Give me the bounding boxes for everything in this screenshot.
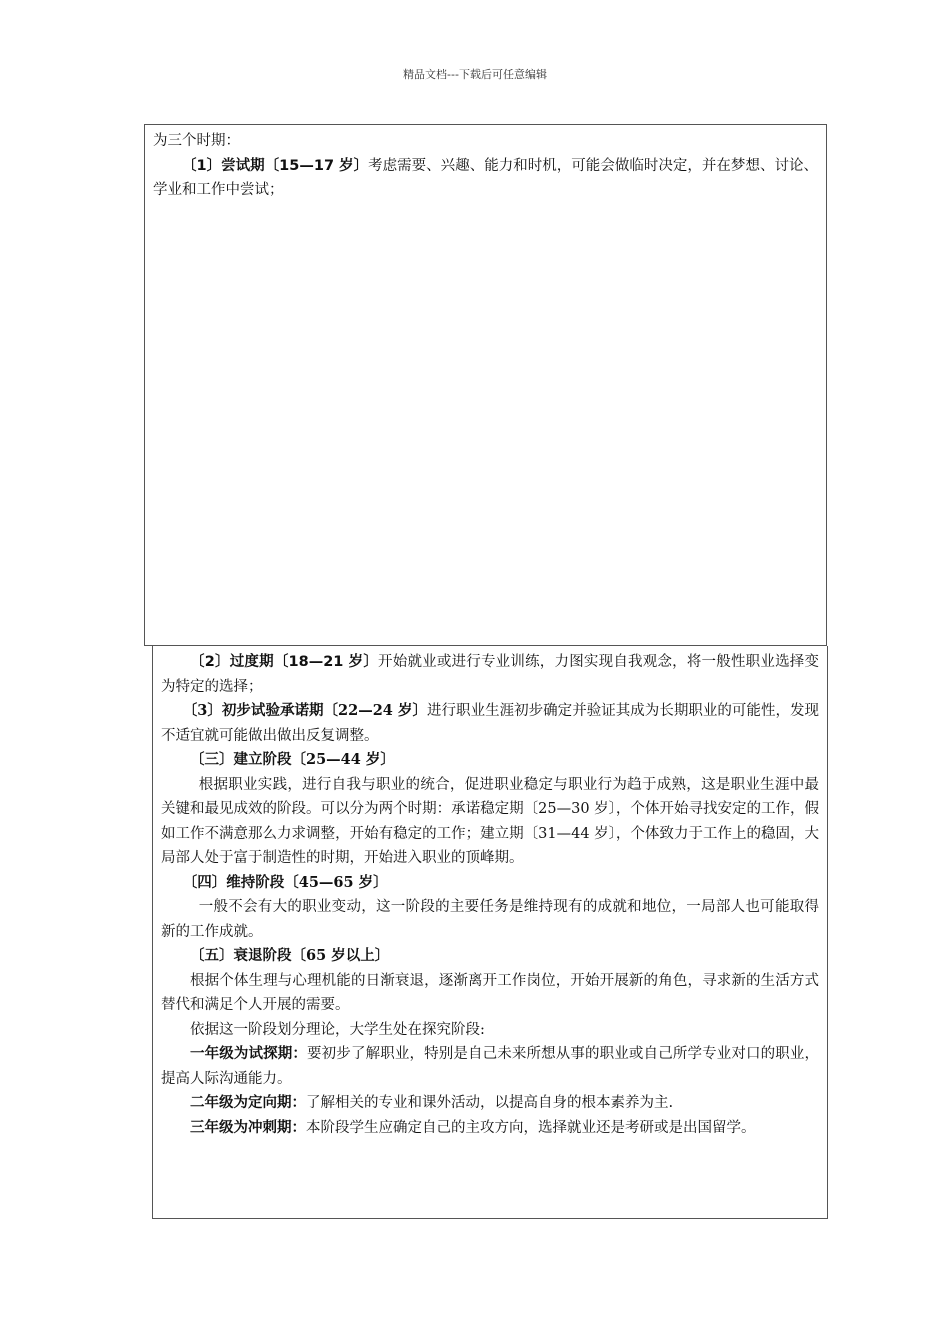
commitment-period-text: 进行职业生涯初步确定并验证其成为长期职业的可能性，发现不适宜就可能做出做出反复调整。 — [161, 703, 820, 744]
paragraph-transition-period — [161, 650, 819, 699]
paragraph-third-year — [161, 1116, 819, 1141]
paragraph-college-stage: 依据这一阶段划分理论，大学生处在探究阶段: — [190, 1021, 485, 1038]
heading-establishment-stage: 〔三〕建立阶段〔25—44 岁〕 — [190, 751, 395, 768]
paragraph-maintenance-stage: 一般不会有大的职业变动，这一阶段的主要任务是维持现有的成就和地位，一局部人也可能取得新的工作成就。 — [161, 899, 819, 940]
second-year-heading: 二年级为定向期： — [190, 1094, 306, 1111]
intro-line: 为三个时期： — [153, 133, 240, 149]
third-year-heading: 三年级为冲刺期： — [190, 1118, 306, 1136]
second-year-text: 了解相关的专业和课外活动，以提高自身的根本素养为主. — [306, 1095, 674, 1111]
paragraph-establishment-stage: 根据职业实践，进行自我与职业的统合，促进职业稳定与职业行为趋于成熟，这是职业生涯中最关键和最见成效的阶段。可以分为两个时期：承诺稳定期〔25—30 岁〕，个体开始寻找安定的工作，假如工作不满意那么力求调整，开始有稳定的工作；建立期〔31—44 岁〕，个体致力于工作上的稳固，大局部人处于富于制造性的时期，开始进入职业的顶峰期。 — [161, 776, 819, 866]
heading-maintenance-stage: 〔四〕维持阶段〔45—65 岁〕 — [182, 873, 388, 891]
page-header: 精品文档---下载后可任意编辑 — [403, 68, 547, 81]
first-year-heading: 一年级为试探期： — [190, 1045, 308, 1062]
content-box-bottom — [152, 646, 828, 1219]
trial-period-text: 考虑需要、兴趣、能力和时机，可能会做临时决定，并在梦想、讨论、学业和工作中尝试； — [153, 157, 818, 198]
paragraph-trial-period — [153, 154, 818, 203]
trial-period-heading: 〔1〕尝试期〔15—17 岁〕 — [182, 157, 369, 174]
commitment-period-heading: 〔3〕初步试验承诺期〔22—24 岁〕 — [182, 702, 428, 719]
paragraph-second-year — [161, 1091, 819, 1116]
paragraph-first-year — [161, 1042, 819, 1091]
content-box-top — [144, 124, 827, 646]
transition-period-text: 开始就业或进行专业训练，力图实现自我观念，将一般性职业选择变为特定的选择； — [161, 654, 819, 695]
paragraph-commitment-period — [161, 699, 819, 748]
first-year-text: 要初步了解职业，特别是自己未来所想从事的职业或自己所学专业对口的职业，提高人际沟通能力。 — [161, 1046, 819, 1087]
transition-period-heading: 〔2〕过度期〔18—21 岁〕 — [190, 654, 379, 670]
paragraph-decline-stage: 根据个体生理与心理机能的日渐衰退，逐渐离开工作岗位，开始开展新的角色，寻求新的生活方式替代和满足个人开展的需要。 — [161, 972, 819, 1013]
third-year-text: 本阶段学生应确定自己的主攻方向，选择就业还是考研或是出国留学。 — [306, 1119, 756, 1136]
heading-decline-stage: 〔五〕衰退阶段〔65 岁以上〕 — [190, 947, 390, 964]
